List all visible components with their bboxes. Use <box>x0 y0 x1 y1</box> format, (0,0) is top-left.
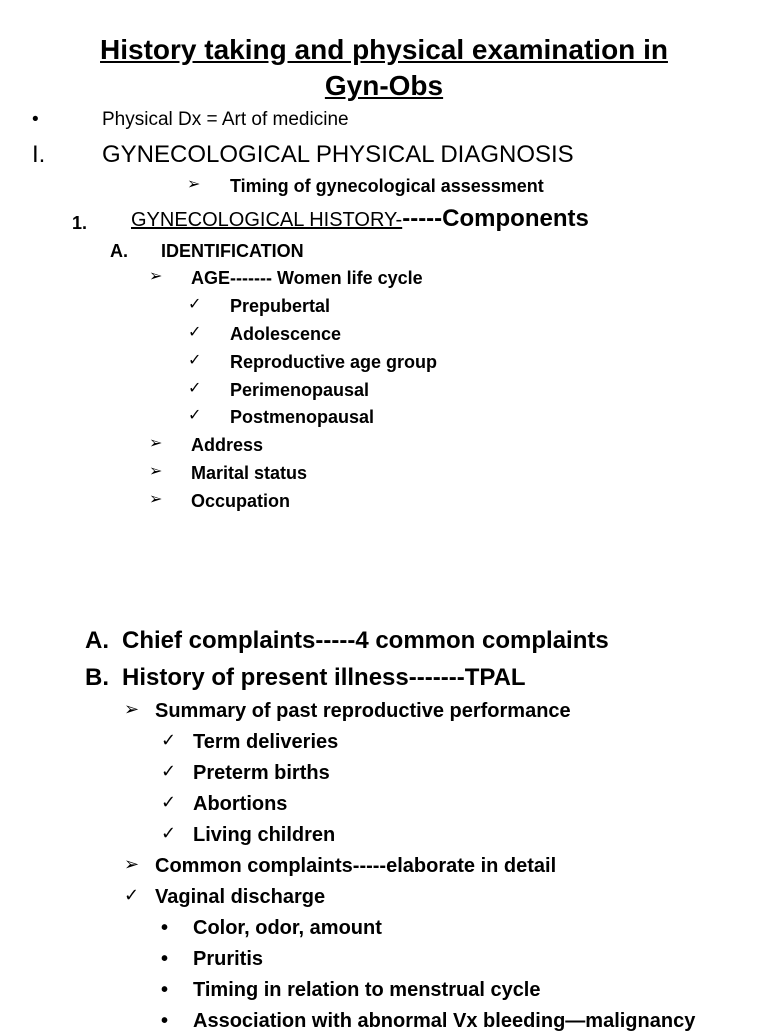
identification-item: Occupation <box>191 491 291 511</box>
discharge-detail-item: Pruritis <box>193 948 264 970</box>
intro-bullet-text: Physical Dx = Art of medicine <box>102 109 349 130</box>
arrow-marker: ➢ <box>187 174 201 193</box>
life-stage-item: Reproductive age group <box>230 352 438 372</box>
check-icon: ✓ <box>124 885 140 906</box>
summary-item: Summary of past reproductive performance <box>155 700 571 722</box>
check-icon: ✓ <box>188 294 202 313</box>
check-icon: ✓ <box>161 823 177 844</box>
common-complaints-item: Common complaints-----elaborate in detail <box>155 855 557 877</box>
life-stage-item: Prepubertal <box>230 296 331 316</box>
check-icon: ✓ <box>161 730 177 751</box>
bullet-marker: • <box>161 1010 169 1032</box>
section-1-marker: I. <box>32 141 46 168</box>
identification-marker: A. <box>110 241 128 261</box>
check-icon: ✓ <box>188 378 202 397</box>
age-label: AGE------- Women life cycle <box>191 268 423 288</box>
check-icon: ✓ <box>188 350 202 369</box>
timing-subheading: Timing of gynecological assessment <box>230 176 544 196</box>
document-title-line-1: History taking and physical examination in <box>100 34 668 65</box>
check-icon: ✓ <box>161 761 177 782</box>
discharge-detail-item: Association with abnormal Vx bleeding—malignancy <box>193 1010 696 1032</box>
discharge-detail-item: Timing in relation to menstrual cycle <box>193 979 541 1001</box>
history-heading-underlined: GYNECOLOGICAL HISTORY- <box>131 209 403 231</box>
present-illness-heading: History of present illness-------TPAL <box>122 664 526 691</box>
history-heading <box>131 205 589 233</box>
history-number: 1. <box>72 213 88 233</box>
check-icon: ✓ <box>188 322 202 341</box>
arrow-marker: ➢ <box>149 266 163 285</box>
intro-bullet-marker: • <box>32 109 39 130</box>
document-title-line-2: Gyn-Obs <box>324 70 444 101</box>
identification-item: Marital status <box>191 463 308 483</box>
bullet-marker: • <box>161 979 169 1001</box>
vaginal-discharge-item: Vaginal discharge <box>155 886 326 908</box>
life-stage-item: Adolescence <box>230 324 342 344</box>
arrow-marker: ➢ <box>149 433 163 452</box>
check-icon: ✓ <box>188 405 202 424</box>
tpal-item: Preterm births <box>193 762 330 784</box>
identification-item: Address <box>191 435 264 455</box>
bullet-marker: • <box>161 917 169 939</box>
tpal-item: Living children <box>193 824 336 846</box>
arrow-marker: ➢ <box>124 699 140 720</box>
chief-complaints-marker: A. <box>85 627 109 654</box>
history-heading-rest: -----Components <box>402 205 589 232</box>
discharge-detail-item: Color, odor, amount <box>193 917 382 939</box>
arrow-marker: ➢ <box>124 854 140 875</box>
present-illness-marker: B. <box>85 664 109 691</box>
tpal-item: Term deliveries <box>193 731 339 753</box>
life-stage-item: Postmenopausal <box>230 407 375 427</box>
tpal-item: Abortions <box>193 793 288 815</box>
arrow-marker: ➢ <box>149 489 163 508</box>
life-stage-item: Perimenopausal <box>230 380 370 400</box>
section-1-heading: GYNECOLOGICAL PHYSICAL DIAGNOSIS <box>102 141 574 168</box>
chief-complaints-heading: Chief complaints-----4 common complaints <box>122 627 609 654</box>
identification-label: IDENTIFICATION <box>161 241 304 261</box>
check-icon: ✓ <box>161 792 177 813</box>
bullet-marker: • <box>161 948 169 970</box>
arrow-marker: ➢ <box>149 461 163 480</box>
